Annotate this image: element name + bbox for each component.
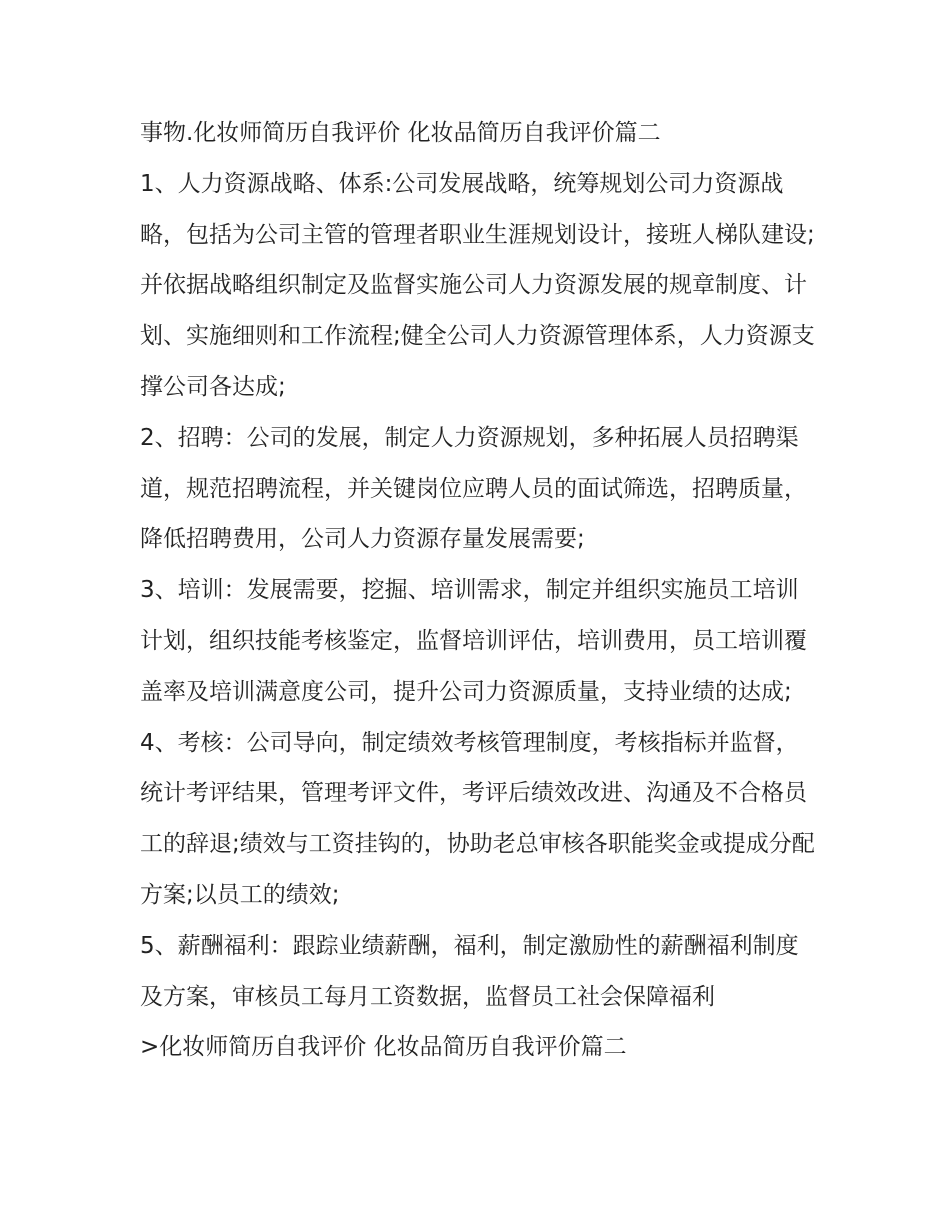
document-closing-line: >化妆师简历自我评价 化妆品简历自我评价篇二 [140, 1034, 627, 1061]
document-title-line: 事物.化妆师简历自我评价 化妆品简历自我评价篇二 [140, 120, 661, 146]
paragraph-training: 3、培训：发展需要，挖掘、培训需求，制定并组织实施员工培训计划，组织技能考核鉴定，监督培训评估，培训费用，员工培训覆盖率及培训满意度公司，提升公司力资源质量，支持业绩的达成; [140, 577, 807, 705]
paragraph-hr-strategy: 1、人力资源战略、体系:公司发展战略，统筹规划公司力资源战略，包括为公司主管的管理者职业生涯规划设计，接班人梯队建设;并依据战略组织制定及监督实施公司人力资源发展的规章制度、计划、实施细则和工作流程;健全公司人力资源管理体系，人力资源支撑公司各达成; [140, 170, 815, 400]
document-body [140, 108, 820, 1073]
paragraph-compensation: 5、薪酬福利：跟踪业绩薪酬，福利，制定激励性的薪酬福利制度及方案，审核员工每月工资数据，监督员工社会保障福利 [140, 932, 799, 1010]
paragraph-assessment: 4、考核：公司导向，制定绩效考核管理制度，考核指标并监督，统计考评结果，管理考评文件，考评后绩效改进、沟通及不合格员工的辞退;绩效与工资挂钩的，协助老总审核各职能奖金或提成分配方案;以员工的绩效; [140, 729, 815, 908]
paragraph-recruitment: 2、招聘：公司的发展，制定人力资源规划，多种拓展人员招聘渠道，规范招聘流程，并关键岗位应聘人员的面试筛选，招聘质量，降低招聘费用，公司人力资源存量发展需要; [140, 424, 807, 553]
